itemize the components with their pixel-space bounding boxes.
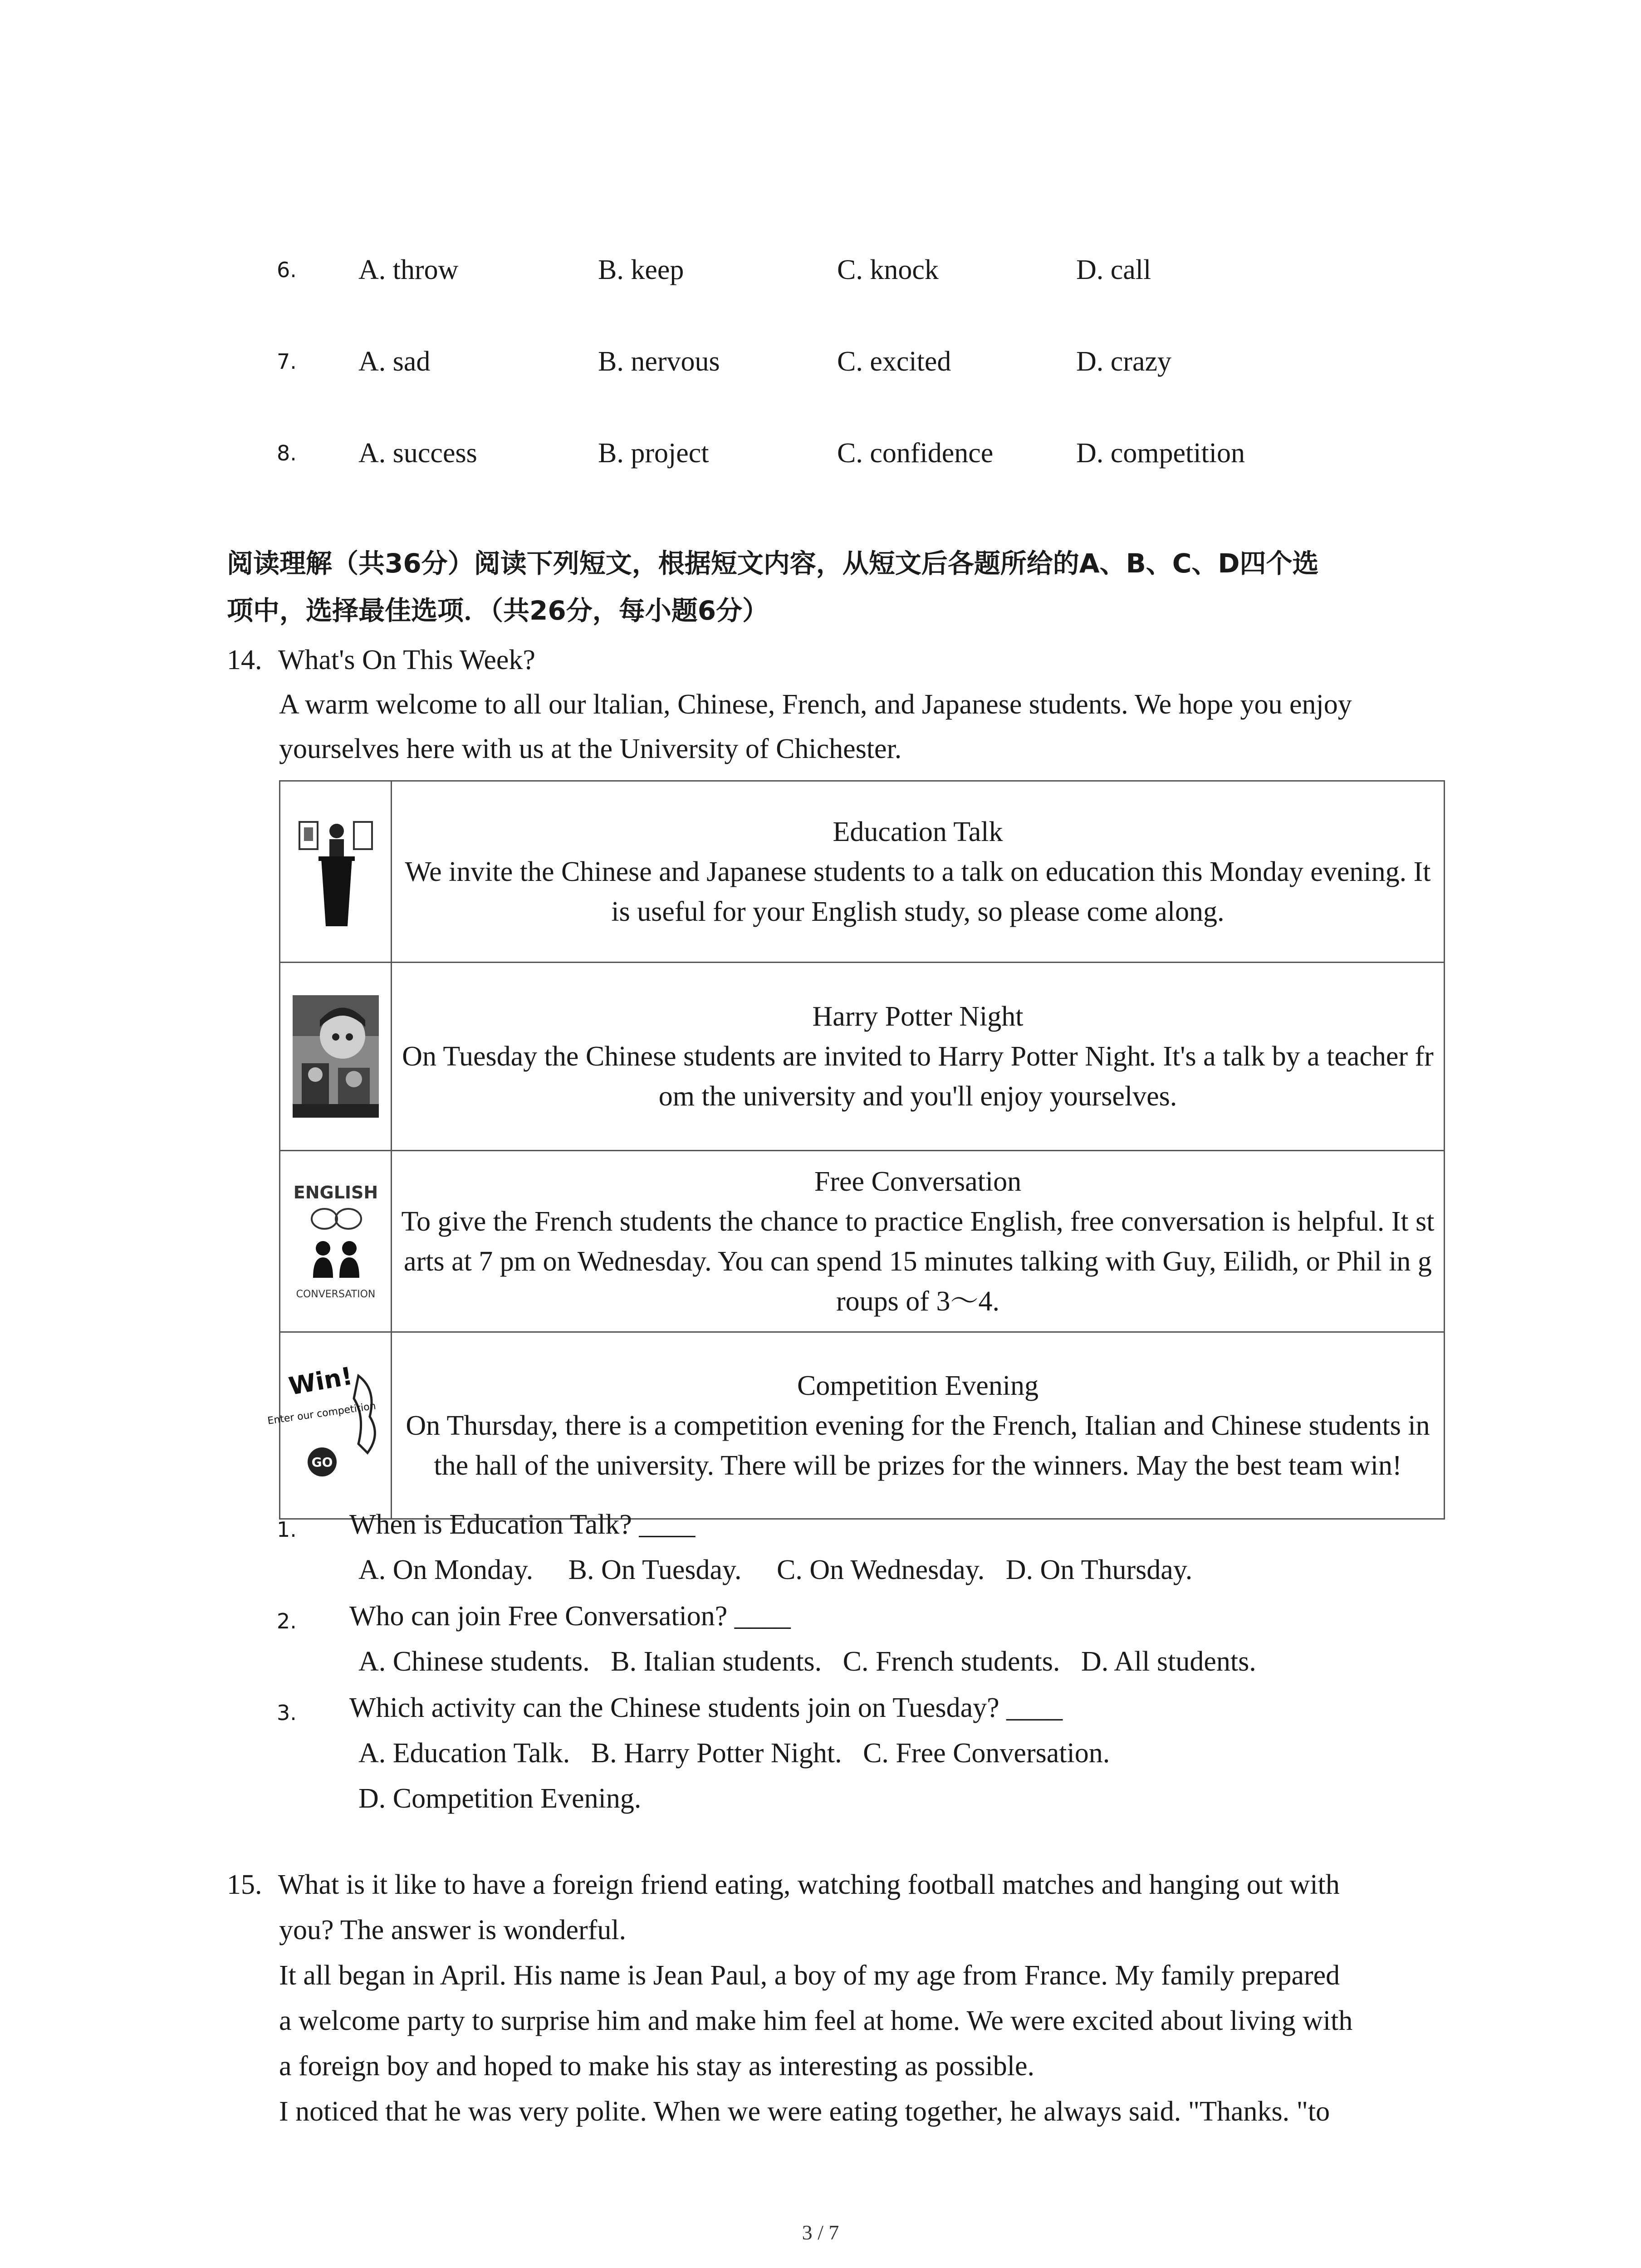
activity-description: To give the French students the chance to practice English, free conversation is helpful. It starts at 7 pm on Wednesday. You can spend 15 minutes talking with Guy, Eilidh, or Phil in groups of 3～4.: [401, 1206, 1435, 1317]
table-row: [280, 1151, 1445, 1332]
activity-description: We invite the Chinese and Japanese students to a talk on education this Monday evening. It is useful for your English study, so please come along.: [405, 856, 1431, 927]
q14-title: What's On This Week?: [278, 645, 535, 675]
subquestion-stem: Who can join Free Conversation? ____: [349, 1601, 791, 1632]
subquestion-options: A. On Monday. B. On Tuesday. C. On Wednesday. D. On Thursday.: [358, 1554, 1193, 1585]
subquestion-number: 1.: [277, 1517, 297, 1542]
win-competition-icon: [266, 1361, 381, 1489]
page-number: 3 / 7: [802, 2221, 839, 2244]
option-d: D. crazy: [1076, 346, 1171, 377]
icon-text-conversation: CONVERSATION: [296, 1288, 375, 1300]
activity-icon-cell: [280, 781, 392, 963]
activity-description: On Tuesday the Chinese students are invited to Harry Potter Night. It's a talk by a teacher from the university and you'll enjoy yourselves.: [402, 1041, 1434, 1112]
option-b: B. nervous: [598, 346, 720, 377]
subquestion-options-line2: D. Competition Evening.: [358, 1783, 642, 1814]
section-heading: [227, 540, 1452, 634]
question-number: 6.: [277, 258, 297, 282]
icon-text-english: ENGLISH: [293, 1182, 378, 1202]
question-number: 8.: [277, 441, 297, 465]
q15-number: 15.: [227, 1869, 262, 1900]
option-b: B. project: [598, 438, 709, 469]
subquestion-number: 2.: [277, 1609, 297, 1633]
q15-line: a welcome party to surprise him and make him feel at home. We were excited about living with: [279, 2005, 1353, 2036]
section-heading-line1: 阅读理解（共36分）阅读下列短文，根据短文内容，从短文后各题所给的A、B、C、D四个选: [227, 548, 1319, 579]
subquestion-stem: When is Education Talk? ____: [349, 1509, 696, 1540]
option-c: C. knock: [837, 254, 939, 285]
section-heading-line2: 项中，选择最佳选项．（共26分，每小题6分）: [227, 595, 769, 626]
q14-number: 14.: [227, 645, 262, 675]
harry-potter-poster-icon: [293, 995, 379, 1118]
option-d: D. call: [1076, 254, 1151, 285]
option-b: B. keep: [598, 254, 684, 285]
activity-text-cell: [392, 963, 1445, 1151]
q15-line: you? The answer is wonderful.: [279, 1915, 627, 1945]
q15-line: It all began in April. His name is Jean Paul, a boy of my age from France. My family prepared: [279, 1960, 1340, 1991]
activity-icon-cell: [280, 1151, 392, 1332]
activity-title: Free Conversation: [814, 1166, 1022, 1197]
q14-intro-line2: yourselves here with us at the University of Chichester.: [279, 733, 902, 764]
q14-header: [227, 644, 535, 676]
option-a: A. success: [358, 438, 477, 469]
q15-line: I noticed that he was very polite. When we were eating together, he always said. "Thanks. "to: [279, 2096, 1330, 2127]
subquestion-stem: Which activity can the Chinese students join on Tuesday? ____: [349, 1692, 1063, 1723]
option-row-7: [0, 346, 1641, 382]
activity-text-cell: [392, 781, 1445, 963]
option-c: C. confidence: [837, 438, 994, 469]
icon-text-win: Win!: [286, 1361, 355, 1401]
subquestion-options: A. Education Talk. B. Harry Potter Night. C. Free Conversation.: [358, 1738, 1110, 1769]
table-row: [280, 1332, 1445, 1519]
q14-intro-line1: A warm welcome to all our ltalian, Chinese, French, and Japanese students. We hope you enjoy: [279, 689, 1352, 720]
q15-line: a foreign boy and hoped to make his stay as interesting as possible.: [279, 2051, 1035, 2082]
activity-icon-cell: [280, 963, 392, 1151]
option-d: D. competition: [1076, 438, 1245, 469]
q15-text: What is it like to have a foreign friend eating, watching football matches and hanging out with: [278, 1869, 1340, 1900]
subquestion-number: 3.: [277, 1701, 297, 1725]
option-row-8: [0, 437, 1641, 474]
option-row-6: [0, 254, 1641, 290]
q15-line1: [227, 1869, 1340, 1901]
activity-title: Competition Evening: [797, 1370, 1039, 1401]
activity-icon-cell: [266, 1332, 392, 1519]
question-number: 7.: [277, 349, 297, 374]
activity-text-cell: [392, 1151, 1445, 1332]
icon-text-go: GO: [311, 1454, 333, 1470]
activity-title: Education Talk: [833, 816, 1003, 847]
lecture-icon: [295, 813, 377, 931]
activity-text-cell: [392, 1332, 1445, 1519]
activity-description: On Thursday, there is a competition evening for the French, Italian and Chinese students in the hall of the university. There will be prizes for the winners. May the best team win!: [406, 1410, 1430, 1481]
option-a: A. sad: [358, 346, 431, 377]
option-a: A. throw: [358, 254, 459, 285]
table-row: [280, 963, 1445, 1151]
icon-text-enter: Enter our competition: [266, 1400, 377, 1427]
activities-table: [266, 780, 1445, 1520]
option-c: C. excited: [837, 346, 951, 377]
activity-title: Harry Potter Night: [812, 1001, 1024, 1032]
subquestion-options: A. Chinese students. B. Italian students. C. French students. D. All students.: [358, 1646, 1256, 1677]
table-row: [280, 781, 1445, 963]
english-conversation-icon: [290, 1180, 381, 1303]
